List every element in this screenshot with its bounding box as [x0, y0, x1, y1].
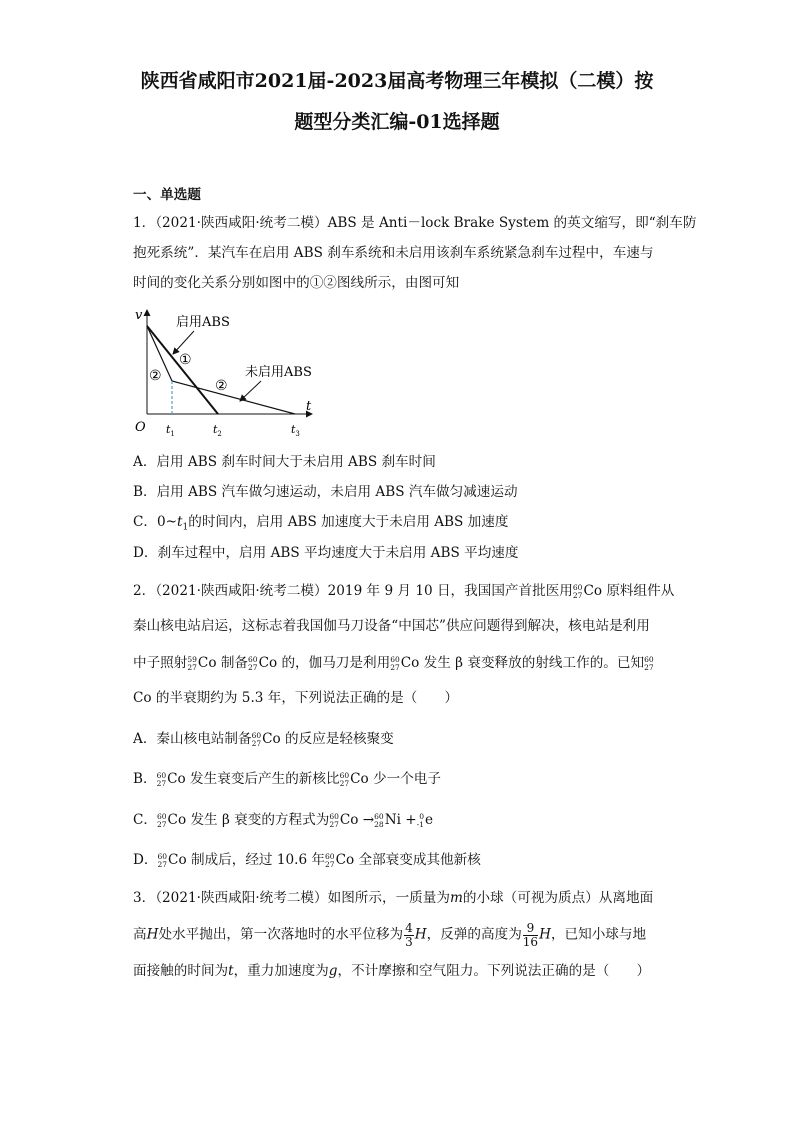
q2-text-line-2: 秦山核电站启运，这标志着我国伽马刀设备“中国芯”供应问题得到解决，核电站是利用	[133, 618, 650, 634]
q2-option-a: A．秦山核电站制备 60 27 Co 的反应是轻核聚变	[133, 731, 394, 748]
q1-option-d: D．刹车过程中，启用 ABS 平均速度大于未启用 ABS 平均速度	[133, 545, 519, 561]
mark-2-right: ②	[215, 378, 228, 394]
q2-option-c: C． 60 27 Co 发生 β 衰变的方程式为 60 27 Co → 60 28 Ni + 0 -1 e	[133, 812, 434, 829]
document-title-line-2: 题型分类汇编-01选择题	[294, 111, 500, 133]
q1-text-line-1: 1．（2021·陕西咸阳·统考二模）ABS 是 Anti－lock Brake System 的英文缩写，即“刹车防	[133, 215, 697, 231]
q1-text-line-2: 抱死系统”．某汽车在启用 ABS 刹车系统和未启用该刹车系统紧急刹车过程中，车速与	[133, 245, 654, 261]
q2-text-line-1: 2．（2021·陕西咸阳·统考二模）2019 年 9 月 10 日，我国国产首批医用 60 27 Co 原料组件从	[133, 583, 675, 600]
t2-tick: $t_2$	[213, 423, 222, 438]
q2-option-b: B． 60 27 Co 发生衰变后产生的新核比 60 27 Co 少一个电子	[133, 771, 441, 788]
label-abs-on: 启用ABS	[176, 315, 230, 330]
origin-label: O	[135, 420, 146, 435]
fraction-9-16: $\frac{9}{16}$	[522, 921, 539, 949]
mark-1: ①	[179, 352, 192, 368]
q2-text-line-4: Co 的半衰期约为 5.3 年，下列说法正确的是（ ）	[133, 690, 459, 706]
q2-text-line-3: 中子照射 59 27 Co 制备 60 27 Co 的，伽马刀是利用 60 27 Co 发生 β 衰变释放的射线工作的。已知 60 27	[133, 655, 654, 672]
mark-2-left: ②	[149, 368, 162, 384]
arrow-abs-off	[240, 381, 261, 401]
t3-tick: $t_3$	[291, 423, 300, 438]
arrow-abs-on	[173, 331, 194, 354]
q1-option-b: B．启用 ABS 汽车做匀速运动，未启用 ABS 汽车做匀减速运动	[133, 484, 518, 500]
t1-tick: $t_1$	[166, 423, 175, 438]
label-abs-off: 未启用ABS	[245, 365, 312, 380]
t-axis-label: t	[306, 399, 312, 414]
section-heading: 一、单选题	[133, 187, 201, 203]
q3-text-line-3: 面接触的时间为t，重力加速度为g，不计摩擦和空气阻力。下列说法正确的是（ ）	[133, 963, 651, 979]
v-axis-label: v	[135, 308, 143, 323]
q3-text-line-2: 高H处水平抛出，第一次落地时的水平位移为 $\frac{4}{3}$ H，反弹的高度为 $\frac{9}{16}$ H，已知小球与地	[133, 921, 647, 949]
q1-text-line-3: 时间的变化关系分别如图中的①②图线所示，由图可知	[133, 275, 460, 291]
q3-text-line-1: 3．（2021·陕西咸阳·统考二模）如图所示，一质量为m的小球（可视为质点）从离地面	[133, 890, 654, 906]
q2-option-d: D． 60 27 Co 制成后，经过 10.6 年 60 27 Co 全部衰变成其他新核	[133, 852, 481, 869]
q1-option-c: C．$0\sim t_1$的时间内，启用 ABS 加速度大于未启用 ABS 加速度	[133, 514, 509, 533]
q1-option-a: A．启用 ABS 刹车时间大于未启用 ABS 刹车时间	[133, 454, 436, 470]
fraction-4-3: $\frac{4}{3}$	[405, 921, 413, 949]
q1-velocity-time-graph	[130, 304, 330, 440]
document-title-line-1: 陕西省咸阳市2021届-2023届高考物理三年模拟（二模）按	[140, 70, 654, 92]
